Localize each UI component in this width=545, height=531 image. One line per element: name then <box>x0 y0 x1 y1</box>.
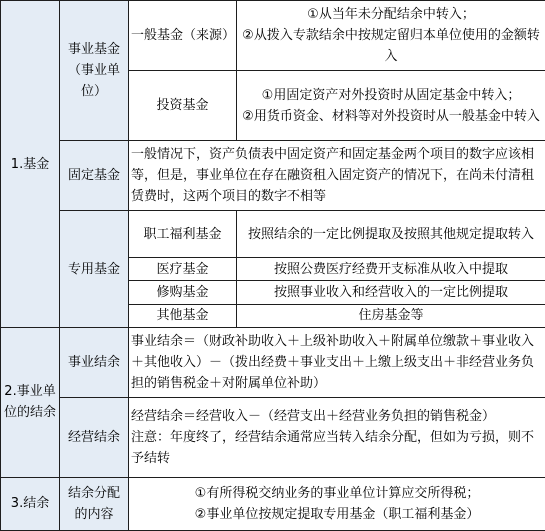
category-balance-label: 3.结余 <box>10 496 50 512</box>
distribution-line-1: ①有所得税交纳业务的事业单位计算应交所得税； <box>194 485 480 501</box>
special-item-desc-text: 按照结余的一定比例提取及按照其他规定提取转入 <box>247 226 534 242</box>
distribution-label: 结余分配的内容 <box>67 485 120 522</box>
general-fund-label: 一般基金（来源） <box>131 28 236 44</box>
special-fund-label: 专用基金 <box>67 261 120 277</box>
special-item-name-text: 医疗基金 <box>156 261 209 277</box>
special-item-name-text: 其他基金 <box>156 308 209 324</box>
fixed-fund-desc <box>129 141 545 211</box>
category-surplus <box>1 328 60 478</box>
operating-surplus-label: 经营结余 <box>67 430 120 445</box>
operating-surplus-line-2: 注意：年度终了，经营结余通常应当转入结余分配，但如为亏损，则不予结转 <box>131 430 535 466</box>
special-item-desc <box>237 211 545 258</box>
subcategory-special-fund <box>60 211 129 328</box>
business-surplus-label: 事业结余 <box>67 355 120 371</box>
special-item-desc <box>237 258 545 281</box>
special-item-desc-text: 按照事业收入和经营收入的一定比例提取 <box>273 285 508 301</box>
special-item-desc <box>237 304 545 327</box>
business-surplus-text: 事业结余＝（财政补助收入＋上级补助收入＋附属单位缴款＋事业收入＋其他收入）－（拨出经费＋事业支出＋上缴上级支出＋非经营业务负担的销售税金＋对附属单位补助） <box>131 334 535 392</box>
fixed-fund-text: 一般情况下，资产负债表中固定资产和固定基金两个项目的数字应该相等，但是，事业单位在存在融资租入固定资产的情况下，在尚未付清租赁费时，这两个项目的数字不相等 <box>131 147 535 205</box>
special-item-name <box>129 281 237 304</box>
category-fund <box>1 1 60 328</box>
special-item-desc-text: 住房基金等 <box>358 308 424 324</box>
investment-fund-line-1: ①用固定资产对外投资时从固定基金中转入； <box>261 87 521 103</box>
special-item-name-text: 修购基金 <box>156 285 209 301</box>
category-balance <box>1 477 60 530</box>
subcategory-business-fund <box>60 1 129 141</box>
special-item-desc <box>237 281 545 304</box>
general-fund-line-1: ①从当年未分配结余中转入； <box>307 7 475 23</box>
special-item-desc-text: 按照公费医疗经费开支标准从收入中提取 <box>273 261 508 277</box>
investment-fund-label: 投资基金 <box>156 98 209 114</box>
investment-fund-line-2: ②用货币资金、材料等对外投资时从一般基金中转入 <box>242 108 540 124</box>
business-surplus-desc <box>129 328 545 398</box>
business-fund-label: 事业基金（事业单位） <box>67 42 120 100</box>
general-fund-cell <box>129 1 237 71</box>
distribution-desc <box>129 477 545 530</box>
special-item-name <box>129 258 237 281</box>
subcategory-fixed-fund <box>60 141 129 211</box>
special-item-name-text: 职工福利基金 <box>143 226 222 242</box>
subcategory-business-surplus <box>60 328 129 398</box>
investment-fund-cell <box>129 71 237 141</box>
special-item-name <box>129 304 237 327</box>
distribution-line-2: ②事业单位按规定提取专用基金（职工福利基金） <box>194 506 480 522</box>
operating-surplus-desc <box>129 398 545 478</box>
category-surplus-label: 2.事业单位的结余 <box>3 384 56 421</box>
subcategory-operating-surplus <box>60 398 129 478</box>
special-item-name <box>129 211 237 258</box>
category-fund-label: 1.基金 <box>10 156 50 172</box>
investment-fund-desc <box>237 71 545 141</box>
operating-surplus-line-1: 经营结余＝经营收入－（经营支出＋经营业务负担的销售税金） <box>131 409 496 424</box>
general-fund-line-2: ②从拨入专款结余中按规定留归本单位使用的金额转入 <box>242 28 540 65</box>
subcategory-distribution <box>60 477 129 530</box>
fixed-fund-label: 固定基金 <box>67 168 120 184</box>
general-fund-desc <box>237 1 545 71</box>
